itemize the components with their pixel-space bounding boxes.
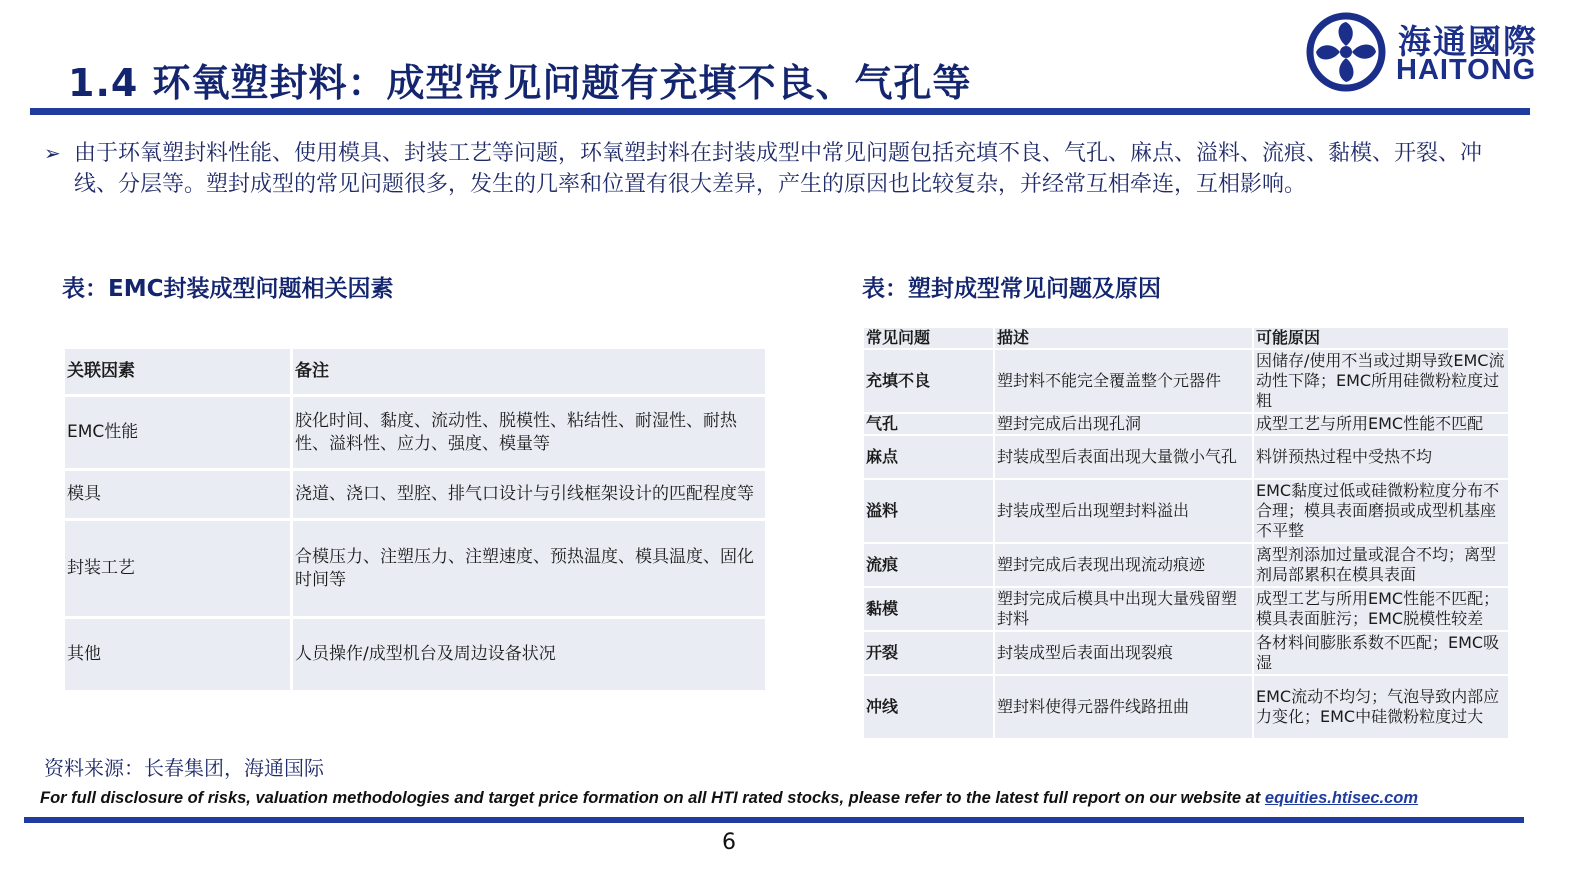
table-row (863, 413, 1509, 435)
table-cell: 溢料 (863, 479, 994, 543)
table-cell: 胶化时间、黏度、流动性、脱模性、粘结性、耐湿性、耐热性、溢料性、应力、强度、模量等 (292, 396, 767, 470)
table-cell: 浇道、浇口、型腔、排气口设计与引线框架设计的匹配程度等 (292, 470, 767, 520)
table1-caption: 表：EMC封装成型问题相关因素 (62, 276, 394, 302)
logo-english-text: HAITONG (1396, 54, 1537, 86)
table-row (863, 543, 1509, 587)
table-cell: 封装成型后表面出现大量微小气孔 (994, 435, 1253, 479)
intro-paragraph (44, 138, 1504, 200)
column-header: 关联因素 (64, 348, 292, 396)
disclaimer (40, 789, 1418, 808)
table-cell: EMC性能 (64, 396, 292, 470)
table-cell: 各材料间膨胀系数不匹配；EMC吸湿 (1253, 631, 1509, 675)
footer-divider (24, 817, 1524, 823)
table-header-row (863, 327, 1509, 349)
table-cell: 气孔 (863, 413, 994, 435)
table-cell: 塑封完成后模具中出现大量残留塑封料 (994, 587, 1253, 631)
table-cell: 料饼预热过程中受热不均 (1253, 435, 1509, 479)
table-cell: EMC流动不均匀；气泡导致内部应力变化；EMC中硅微粉粒度过大 (1253, 675, 1509, 739)
column-header: 备注 (292, 348, 767, 396)
column-header: 常见问题 (863, 327, 994, 349)
table-cell: 成型工艺与所用EMC性能不匹配；模具表面脏污；EMC脱模性较差 (1253, 587, 1509, 631)
table-cell: 塑封完成后表现出现流动痕迹 (994, 543, 1253, 587)
table-cell: 麻点 (863, 435, 994, 479)
table-cell: 塑封料使得元器件线路扭曲 (994, 675, 1253, 739)
table-row (863, 587, 1509, 631)
table-cell: 封装成型后出现塑封料溢出 (994, 479, 1253, 543)
table-cell: 封装工艺 (64, 520, 292, 618)
table-cell: 合模压力、注塑压力、注塑速度、预热温度、模具温度、固化时间等 (292, 520, 767, 618)
arrow-bullet-icon: ➢ (44, 141, 61, 165)
table-row (863, 435, 1509, 479)
table-cell: 冲线 (863, 675, 994, 739)
haitong-logo-icon (1306, 12, 1390, 92)
table-cell: 流痕 (863, 543, 994, 587)
table-row (64, 520, 767, 618)
title-divider (30, 108, 1530, 115)
table-cell: 因储存/使用不当或过期导致EMC流动性下降；EMC所用硅微粉粒度过粗 (1253, 349, 1509, 413)
table-cell: 离型剂添加过量或混合不均；离型剂局部累积在模具表面 (1253, 543, 1509, 587)
table-cell: 模具 (64, 470, 292, 520)
table-cell: EMC黏度过低或硅微粉粒度分布不合理；模具表面磨损或成型机基座不平整 (1253, 479, 1509, 543)
table-row (863, 479, 1509, 543)
page-number: 6 (722, 830, 736, 855)
table-cell: 充填不良 (863, 349, 994, 413)
page-title: 1.4 环氧塑封料：成型常见问题有充填不良、气孔等 (68, 61, 972, 105)
intro-text: 由于环氧塑封料性能、使用模具、封装工艺等问题，环氧塑封料在封装成型中常见问题包括充填不良、气孔、麻点、溢料、流痕、黏模、开裂、冲线、分层等。塑封成型的常见问题很多，发生的几率和位置有很大差异，产生的原因也比较复杂，并经常互相牵连，互相影响。 (74, 141, 1483, 197)
emc-factors-table (62, 346, 768, 693)
table-row (64, 396, 767, 470)
table-row (863, 349, 1509, 413)
table-row (64, 470, 767, 520)
logo-chinese-text: 海通國際 (1398, 22, 1538, 61)
column-header: 可能原因 (1253, 327, 1509, 349)
molding-issues-table (862, 326, 1510, 740)
table-cell: 其他 (64, 618, 292, 692)
table-row (863, 675, 1509, 739)
table-cell: 开裂 (863, 631, 994, 675)
table2-caption: 表：塑封成型常见问题及原因 (862, 276, 1161, 302)
haitong-logo[interactable] (1306, 12, 1538, 92)
table-cell: 封装成型后表面出现裂痕 (994, 631, 1253, 675)
table-header-row (64, 348, 767, 396)
table-cell: 成型工艺与所用EMC性能不匹配 (1253, 413, 1509, 435)
table-cell: 塑封料不能完全覆盖整个元器件 (994, 349, 1253, 413)
table-cell: 塑封完成后出现孔洞 (994, 413, 1253, 435)
disclaimer-text: For full disclosure of risks, valuation methodologies and target price formation on all HTI rated stocks, please refer to the latest full report on our website at (40, 789, 1265, 807)
source-note: 资料来源：长春集团，海通国际 (44, 756, 324, 780)
table-cell: 人员操作/成型机台及周边设备状况 (292, 618, 767, 692)
website-link[interactable]: equities.htisec.com (1264, 789, 1419, 807)
column-header: 描述 (994, 327, 1253, 349)
table-row (863, 631, 1509, 675)
table-row (64, 618, 767, 692)
table-cell: 黏模 (863, 587, 994, 631)
